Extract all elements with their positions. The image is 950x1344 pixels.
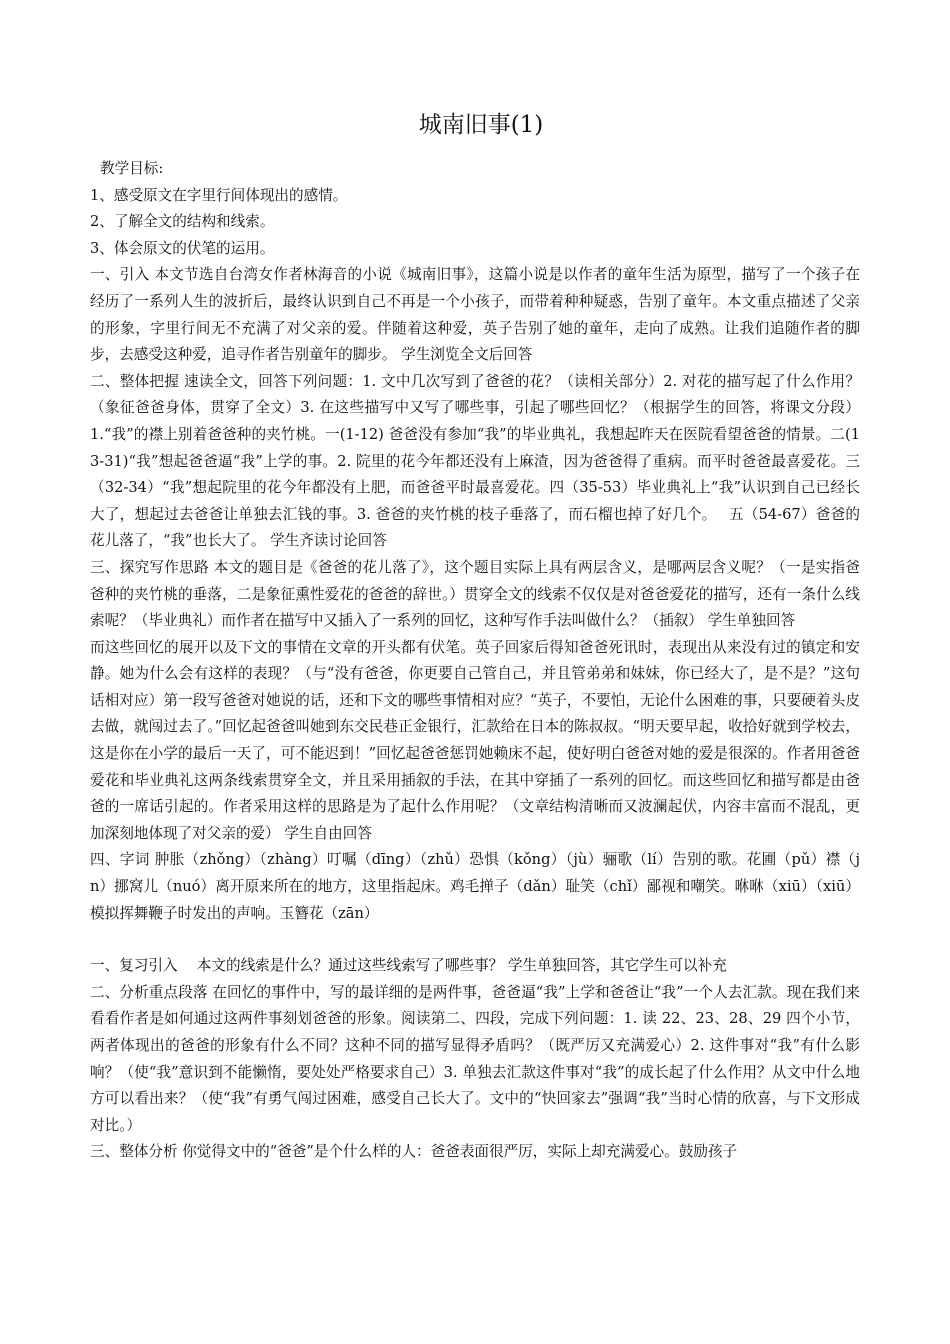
section-vocabulary: 四、字词 肿胀（zhǒng）（zhàng）叮嘱（dīng）（zhǔ）恐惧（kǒng）（jù）骊歌（lí）告别的歌。花圃（pǔ）襟（jn）挪窝儿（nuó）离开原来所在的地方，这里指起床。鸡毛掸子（dǎn）耻笑（chǐ）鄙视和嘲笑。咻咻（xiū）（xiū）模拟挥舞鞭子时发出的声响。玉簪花（zān） bbox=[90, 851, 860, 922]
lesson2-overall-analysis: 三、整体分析 你觉得文中的“爸爸”是个什么样的人：爸爸表面很严厉，实际上却充满爱心。鼓励孩子 bbox=[90, 1143, 738, 1161]
document-page bbox=[90, 108, 860, 1166]
goals-heading: 教学目标: bbox=[100, 160, 164, 177]
section-foreshadowing: 而这些回忆的展开以及下文的事情在文章的开头都有伏笔。英子回家后得知爸爸死讯时，表现出从来没有过的镇定和安静。她为什么会有这样的表现？（与“没有爸爸，你更要自己管自己，并且管弟弟和妹妹，你已经大了，是不是？”这句话相对应）第一段写爸爸对她说的话，还和下文的哪些事情相对应？“英子，不要怕，无论什么困难的事，只要硬着头皮去做，就闯过去了。”回忆起爸爸叫她到东交民巷正金银行，汇款给在日本的陈叔叔。“明天要早起，收拾好就到学校去，这是你在小学的最后一天了，可不能迟到！”回忆起爸爸惩罚她赖床不起，使好明白爸爸对她的爱是很深的。作者用爸爸爱花和毕业典礼这两条线索贯穿全文，并且采用插叙的手法，在其中穿插了一系列的回忆。而这些回忆和描写都是由爸爸的一席话引起的。作者采用这样的思路是为了起什么作用呢？（文章结构清晰而又波澜起伏，内容丰富而不混乱，更加深刻地体现了对父亲的爱） 学生自由回答 bbox=[90, 638, 860, 842]
section-overall-grasp: 二、整体把握 速读全文，回答下列问题：1. 文中几次写到了爸爸的花？（读相关部分）2. 对花的描写起了什么作用？（象征爸爸身体，贯穿了全文）3. 在这些描写中又写了哪些事，引起了哪些回忆？（根据学生的回答，将课文分段）1.“我”的襟上别着爸爸种的夹竹桃。一(1-12) 爸爸没有参加“我”的毕业典礼，我想起昨天在医院看望爸爸的情景。二(13-31)“我”想起爸爸逼“我”上学的事。2. 院里的花今年都还没有上麻渣，因为爸爸得了重病。而平时爸爸最喜爱花。三（32-34）“我”想起院里的花今年都没有上肥，而爸爸平时最喜爱花。四（35-53）毕业典礼上“我”认识到自己已经长大了，想起过去爸爸让单独去汇钱的事。3. 爸爸的夹竹桃的枝子垂落了，而石榴也掉了好几个。 五（54-67）爸爸的花儿落了，“我”也长大了。 学生齐读讨论回答 bbox=[90, 372, 860, 550]
goal-item-1: 1、感受原文在字里行间体现出的感情。 bbox=[90, 186, 348, 204]
goal-item-3: 3、体会原文的伏笔的运用。 bbox=[90, 239, 275, 257]
section-divider bbox=[90, 927, 860, 953]
goal-item-2: 2、了解全文的结构和线索。 bbox=[90, 213, 275, 231]
lesson2-key-paragraphs: 二、分析重点段落 在回忆的事件中，写的最详细的是两件事，爸爸逼“我”上学和爸爸让“我”一个人去汇款。现在我们来看看作者是如何通过这两件事刻划爸爸的形象。阅读第二、四段，完成下列问题：1. 读 22、23、28、29 四个小节，两者体现出的爸爸的形象有什么不同？这种不同的描写显得矛盾吗？（既严厉又充满爱心）2. 这件事对“我”有什么影响？（使“我”意识到不能懒惰，要处处严格要求自己）3. 单独去汇款这件事对“我”的成长起了什么作用？从文中什么地方可以看出来？（使“我”有勇气闯过困难，感受自己长大了。文中的“快回家去”强调“我”当时心情的欣喜，与下文形成对比。） bbox=[90, 983, 860, 1134]
lesson2-review: 一、复习引入 本文的线索是什么？通过这些线索写了哪些事？ 学生单独回答，其它学生可以补充 bbox=[90, 957, 727, 975]
section-writing-approach: 三、探究写作思路 本文的题目是《爸爸的花儿落了》，这个题目实际上具有两层含义，是哪两层含义呢？（一是实指爸爸种的夹竹桃的垂落，二是象征熏性爱花的爸爸的辞世。）贯穿全文的线索不仅仅是对爸爸爱花的描写，还有一条什么线索呢？（毕业典礼）而作者在描写中又插入了一系列的回忆，这种写作手法叫做什么？（插叙） 学生单独回答 bbox=[90, 558, 860, 630]
document-title: 城南旧事(1) bbox=[418, 112, 544, 138]
section-introduction: 一、引入 本文节选自台湾女作者林海音的小说《城南旧事》，这篇小说是以作者的童年生活为原型，描写了一个孩子在经历了一系列人生的波折后，最终认识到自己不再是一个小孩子，而带着种种疑惑，告别了童年。本文重点描述了父亲的形象，字里行间无不充满了对父亲的爱。伴随着这种爱，英子告别了她的童年，走向了成熟。让我们追随作者的脚步，去感受这种爱，追寻作者告别童年的脚步。 学生浏览全文后回答 bbox=[90, 266, 860, 364]
